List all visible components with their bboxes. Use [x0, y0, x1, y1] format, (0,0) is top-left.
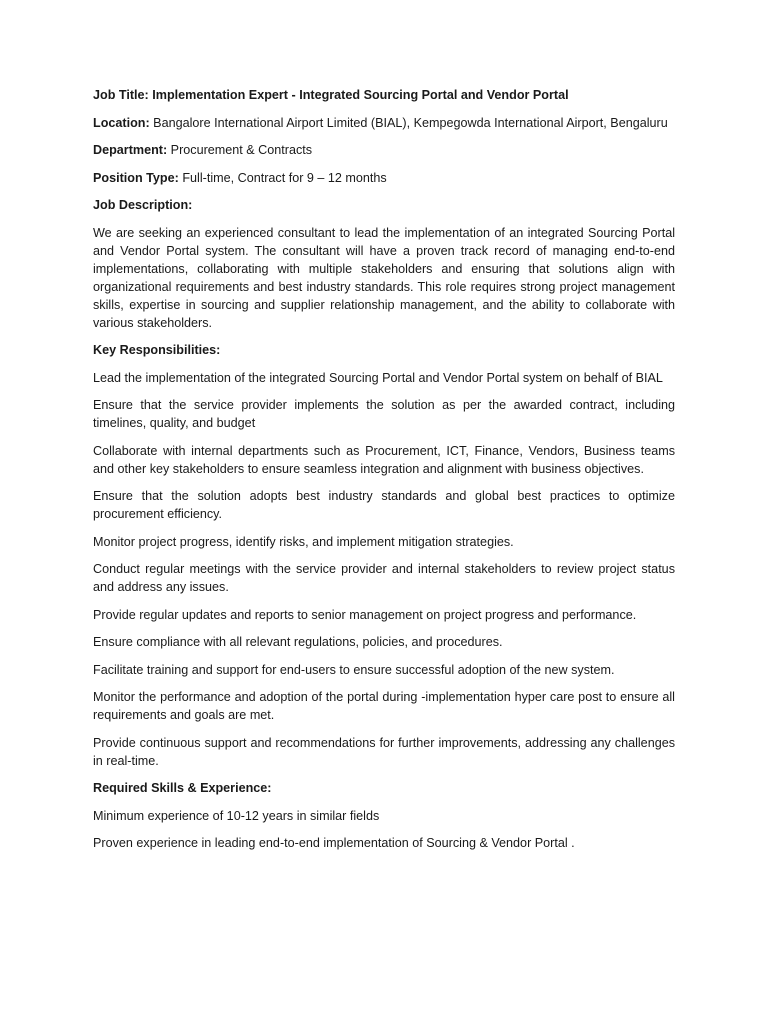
- location-line: [93, 114, 675, 132]
- responsibility-item: Monitor project progress, identify risks, and implement mitigation strategies.: [93, 534, 514, 549]
- position-type-line: [93, 169, 675, 187]
- department-label: Department:: [93, 143, 168, 157]
- required-skills-heading: Required Skills & Experience:: [93, 781, 272, 795]
- department-value: Procurement & Contracts: [167, 143, 313, 157]
- responsibility-item: Collaborate with internal departments such as Procurement, ICT, Finance, Vendors, Business teams and other key stakeholders to ensure seamless integration and alignment with business objectives.: [93, 443, 675, 476]
- responsibility-item: Monitor the performance and adoption of the portal during -implementation hyper care post to ensure all requirements and goals are met.: [93, 690, 675, 722]
- skill-item: Minimum experience of 10-12 years in similar fields: [93, 808, 380, 823]
- position-type-label: Position Type:: [93, 170, 179, 185]
- job-posting-document: [93, 86, 675, 862]
- job-title: Job Title: Implementation Expert - Integrated Sourcing Portal and Vendor Portal: [93, 88, 569, 102]
- responsibility-item: Facilitate training and support for end-users to ensure successful adoption of the new system.: [93, 662, 615, 677]
- responsibility-item: Ensure compliance with all relevant regulations, policies, and procedures.: [93, 635, 503, 649]
- position-type-value: Full-time, Contract for 9 – 12 months: [178, 170, 387, 185]
- responsibility-item: Ensure that the service provider implements the solution as per the awarded contract, including timelines, quality, and budget: [93, 398, 675, 430]
- responsibility-item: Ensure that the solution adopts best industry standards and global best practices to optimize procurement efficiency.: [93, 489, 675, 521]
- location-label: Location:: [93, 115, 150, 130]
- job-description-heading: Job Description:: [93, 198, 193, 212]
- department-line: [93, 141, 675, 159]
- key-responsibilities-heading: Key Responsibilities:: [93, 343, 221, 357]
- location-value: Bangalore International Airport Limited (BIAL), Kempegowda International Airport, Bengaluru: [149, 115, 668, 130]
- responsibility-item: Conduct regular meetings with the service provider and internal stakeholders to review project status and address any issues.: [93, 562, 675, 594]
- skill-item: Proven experience in leading end-to-end implementation of Sourcing & Vendor Portal .: [93, 836, 575, 850]
- responsibility-item: Provide regular updates and reports to senior management on project progress and performance.: [93, 607, 637, 622]
- responsibility-item: Lead the implementation of the integrated Sourcing Portal and Vendor Portal system on behalf of BIAL: [93, 370, 663, 385]
- job-description-text: We are seeking an experienced consultant to lead the implementation of an integrated Sourcing Portal and Vendor Portal system. The consultant will have a proven track record of managing end-to-end implementations, collaborating with multiple stakeholders and ensuring that solutions align with organizational requirements and best industry standards. This role requires strong project management skills, expertise in sourcing and supplier relationship management, and the ability to collaborate with various stakeholders.: [93, 225, 675, 330]
- responsibility-item: Provide continuous support and recommendations for further improvements, addressing any challenges in real-time.: [93, 735, 675, 768]
